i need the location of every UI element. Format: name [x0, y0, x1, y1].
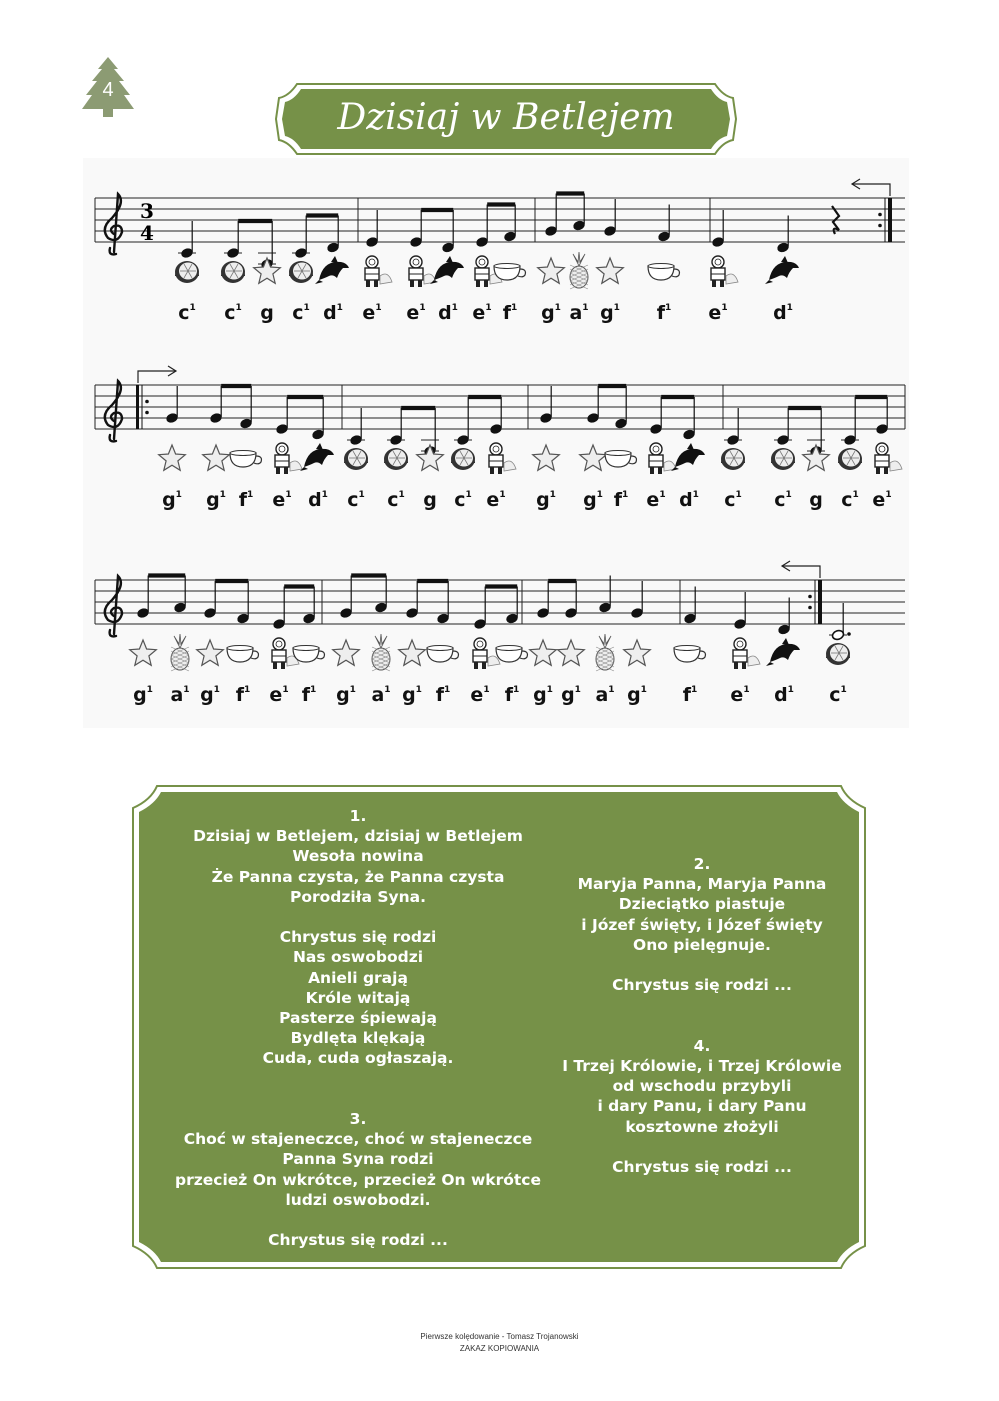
- note-name-label: $g^1$: [583, 489, 603, 511]
- note-name-label: $d^1$: [679, 489, 699, 511]
- note-name-label: $c^1$: [292, 302, 310, 324]
- star-icon: [197, 640, 224, 665]
- staff-line-2: [90, 367, 920, 537]
- note-name-label: $f^1$: [504, 684, 520, 706]
- title-banner: [275, 82, 737, 156]
- lyrics-line: Pasterze śpiewają: [279, 1009, 437, 1028]
- lyrics-line: Króle witają: [305, 988, 411, 1007]
- note-name-label: $g^1$: [536, 489, 556, 511]
- note-name-label: $e^1$: [646, 489, 666, 511]
- dolphin-icon: [300, 443, 334, 471]
- lemon-icon: [771, 448, 795, 470]
- footer-credit: Pierwsze kolędowanie - Tomasz Trojanowski: [420, 1332, 579, 1341]
- eskimo-icon: [473, 638, 500, 669]
- eskimo-icon: [649, 443, 676, 474]
- pineapple-icon: [171, 634, 189, 671]
- note-name-label: $g^1$: [627, 684, 647, 706]
- lyrics-line: i dary Panu, i dary Panu: [597, 1097, 807, 1116]
- star-icon: [624, 640, 651, 665]
- note-name-label: $f^1$: [502, 302, 518, 324]
- lyrics-line: [527, 1137, 877, 1157]
- note-name-label: $c^1$: [454, 489, 472, 511]
- eskimo-icon: [711, 256, 738, 287]
- note-name-label: $d^1$: [323, 302, 343, 324]
- lyrics-line: [527, 955, 877, 975]
- note-name-label: $f^1$: [613, 489, 629, 511]
- cup-icon: [227, 646, 258, 663]
- note-name-label: $e^1$: [486, 489, 506, 511]
- note-name-label: $g^1$: [600, 302, 620, 324]
- lyrics-line: i Józef święty, i Józef święty: [581, 915, 823, 934]
- lyrics-line: [527, 995, 877, 1015]
- cup-icon: [494, 264, 525, 281]
- cup-icon: [230, 451, 261, 468]
- note-name-label: $g^1$: [402, 684, 422, 706]
- dolphin-icon: [315, 256, 349, 284]
- repeat-arrow-left-icon: [782, 561, 820, 578]
- star-icon: [254, 258, 281, 283]
- cup-icon: [648, 264, 679, 281]
- eskimo-icon: [275, 443, 302, 474]
- note-name-label: $c^1$: [774, 489, 792, 511]
- cup-icon: [427, 646, 458, 663]
- note-name-label: $f^1$: [301, 684, 317, 706]
- treble-clef-icon: [105, 576, 122, 636]
- lyrics-right-column: [527, 854, 877, 1177]
- note-name-label: $g^1$: [206, 489, 226, 511]
- lemon-icon: [826, 643, 850, 665]
- lyrics-line: ludzi oswobodzi.: [285, 1190, 431, 1209]
- note-name-label: $e^1$: [470, 684, 490, 706]
- star-icon: [203, 445, 230, 470]
- lemon-icon: [838, 448, 862, 470]
- lyrics-line: kosztowne złożyli: [625, 1117, 779, 1136]
- note-name-label: $e^1$: [406, 302, 426, 324]
- lyrics-line: Bydlęta klękają: [290, 1029, 426, 1048]
- star-icon: [399, 640, 426, 665]
- lyrics-line: Chrystus się rodzi ...: [612, 976, 792, 995]
- note-name-label: $d^1$: [773, 302, 793, 324]
- lyrics-left-column: [141, 806, 575, 1250]
- pineapple-icon: [570, 252, 588, 289]
- note-name-label: $g^1$: [533, 684, 553, 706]
- note-name-label: $c^1$: [347, 489, 365, 511]
- note-name-label: g: [260, 302, 274, 324]
- lyrics-line: przecież On wkrótce, przecież On wkrótce: [175, 1170, 541, 1189]
- lemon-icon: [289, 261, 313, 283]
- lyrics-line: Że Panna czysta, że Panna czysta: [211, 867, 505, 886]
- dolphin-icon: [766, 638, 800, 666]
- cup-icon: [605, 451, 636, 468]
- eskimo-icon: [733, 638, 760, 669]
- cup-icon: [293, 646, 324, 663]
- star-icon: [538, 258, 565, 283]
- time-signature-top: 3: [140, 199, 154, 223]
- note-name-label: $g^1$: [336, 684, 356, 706]
- lyrics-line: [141, 1210, 575, 1230]
- icon-row: [90, 250, 920, 300]
- star-icon: [803, 445, 830, 470]
- star-icon: [533, 445, 560, 470]
- lyrics-line: Panna Syna rodzi: [282, 1150, 434, 1169]
- pineapple-icon: [596, 634, 614, 671]
- note-name-label: $a^1$: [595, 684, 615, 706]
- lyrics-line: 4.: [693, 1036, 711, 1055]
- note-name-label: $f^1$: [682, 684, 698, 706]
- treble-clef-icon: [105, 194, 122, 254]
- lyrics-line: Dzieciątko piastuje: [618, 895, 786, 914]
- note-name-label: $g^1$: [162, 489, 182, 511]
- lyrics-line: [141, 907, 575, 927]
- footer: [0, 1331, 999, 1355]
- note-name-label: $g^1$: [200, 684, 220, 706]
- lyrics-line: Cuda, cuda ogłaszają.: [262, 1049, 454, 1068]
- star-icon: [130, 640, 157, 665]
- icon-row: [90, 437, 920, 487]
- lyrics-line: [527, 1016, 877, 1036]
- lyrics-line: Dzisiaj w Betlejem, dzisiaj w Betlejem: [193, 827, 523, 846]
- eskimo-icon: [489, 443, 516, 474]
- star-icon: [159, 445, 186, 470]
- lemon-icon: [451, 448, 475, 470]
- note-name-label: $e^1$: [872, 489, 892, 511]
- song-title: Dzisiaj w Betlejem: [337, 97, 675, 138]
- eskimo-icon: [875, 443, 902, 474]
- note-name-label: $c^1$: [178, 302, 196, 324]
- eskimo-icon: [365, 256, 392, 287]
- note-name-label: $g^1$: [561, 684, 581, 706]
- note-name-label: $c^1$: [387, 489, 405, 511]
- page-number-badge: [80, 55, 136, 119]
- lyrics-panel: [131, 784, 867, 1270]
- lyrics-line: Chrystus się rodzi ...: [612, 1157, 792, 1176]
- repeat-arrow-left-icon: [852, 179, 890, 196]
- lyrics-line: Choć w stajeneczce, choć w stajeneczce: [183, 1130, 533, 1149]
- lyrics-line: [141, 1089, 575, 1109]
- note-name-label: $c^1$: [829, 684, 847, 706]
- note-name-label: $c^1$: [841, 489, 859, 511]
- note-name-label: $e^1$: [730, 684, 750, 706]
- note-name-label: $f^1$: [238, 489, 254, 511]
- lyrics-line: Maryja Panna, Maryja Panna: [577, 875, 827, 894]
- star-icon: [333, 640, 360, 665]
- dolphin-icon: [765, 256, 799, 284]
- lyrics-line: 3.: [349, 1110, 367, 1128]
- icon-row: [90, 632, 920, 682]
- lyrics-line: Wesoła nowina: [292, 847, 424, 866]
- lemon-icon: [175, 261, 199, 283]
- star-icon: [597, 258, 624, 283]
- star-icon: [558, 640, 585, 665]
- treble-clef-icon: [105, 381, 122, 441]
- note-name-label: $e^1$: [269, 684, 289, 706]
- note-name-label: $a^1$: [170, 684, 190, 706]
- note-name-label: $a^1$: [569, 302, 589, 324]
- lyrics-line: 1.: [349, 807, 367, 825]
- star-icon: [417, 445, 444, 470]
- lyrics-line: [141, 1069, 575, 1089]
- time-signature-bottom: 4: [140, 221, 154, 245]
- staff-line-1: [90, 180, 920, 350]
- note-name-label: $f^1$: [435, 684, 451, 706]
- note-name-label: $d^1$: [774, 684, 794, 706]
- cup-icon: [496, 646, 527, 663]
- note-name-label: $e^1$: [362, 302, 382, 324]
- dolphin-icon: [671, 443, 705, 471]
- note-name-label: $g^1$: [541, 302, 561, 324]
- note-name-label: $a^1$: [371, 684, 391, 706]
- page-number: 4: [102, 79, 114, 101]
- lyrics-line: Chrystus się rodzi: [279, 928, 437, 947]
- note-name-label: $c^1$: [724, 489, 742, 511]
- star-icon: [530, 640, 557, 665]
- note-name-label: $g^1$: [133, 684, 153, 706]
- lyrics-line: Ono pielęgnuje.: [633, 935, 771, 954]
- lemon-icon: [221, 261, 245, 283]
- lyrics-line: Chrystus się rodzi ...: [268, 1231, 448, 1250]
- lyrics-line: Nas oswobodzi: [292, 948, 424, 967]
- star-icon: [580, 445, 607, 470]
- note-name-label: $f^1$: [235, 684, 251, 706]
- note-name-label: g: [809, 489, 823, 511]
- note-name-label: $f^1$: [656, 302, 672, 324]
- note-name-label: $d^1$: [308, 489, 328, 511]
- note-name-label: $e^1$: [708, 302, 728, 324]
- note-name-label: $d^1$: [438, 302, 458, 324]
- lemon-icon: [384, 448, 408, 470]
- lyrics-line: 2.: [693, 855, 711, 873]
- staff-line-3: [90, 562, 920, 732]
- lyrics-line: Anieli grają: [308, 968, 408, 987]
- repeat-arrow-right-icon: [138, 366, 176, 383]
- pineapple-icon: [372, 634, 390, 671]
- note-name-label: g: [423, 489, 437, 511]
- lyrics-line: Porodziła Syna.: [290, 887, 426, 906]
- lemon-icon: [344, 448, 368, 470]
- cup-icon: [674, 646, 705, 663]
- lyrics-line: I Trzej Królowie, i Trzej Królowie: [562, 1056, 842, 1075]
- note-name-label: $e^1$: [472, 302, 492, 324]
- note-name-label: $c^1$: [224, 302, 242, 324]
- note-name-label: $e^1$: [272, 489, 292, 511]
- lyrics-line: od wschodu przybyli: [612, 1077, 792, 1096]
- footer-copyright: ZAKAZ KOPIOWANIA: [459, 1344, 540, 1353]
- lemon-icon: [721, 448, 745, 470]
